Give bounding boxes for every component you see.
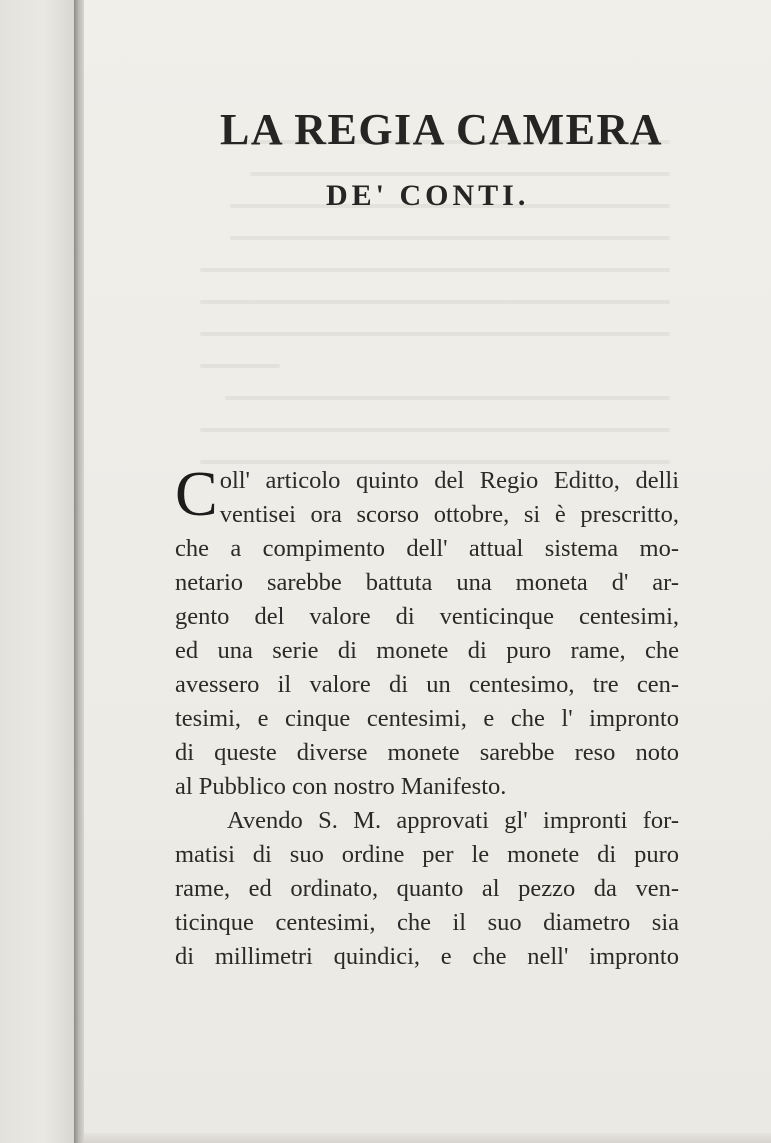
text-line: al Pubblico con nostro Manifesto. [175, 773, 507, 800]
paragraph-2 [175, 804, 679, 974]
text-line: ventisei ora scorso ottobre, si è prescritto, [219, 501, 679, 528]
text-line: netario sarebbe battuta una moneta d' ar- [175, 569, 679, 596]
text-line: rame, ed ordinato, quanto al pezzo da ven- [175, 875, 679, 902]
previous-page-edge [0, 0, 74, 1143]
drop-capital: C [175, 458, 218, 529]
text-line: oll' articolo quinto del Regio Editto, delli [219, 467, 679, 494]
page-bottom-edge [84, 1133, 771, 1143]
text-line: ed una serie di monete di puro rame, che [175, 637, 679, 664]
text-line: Avendo S. M. approvati gl' impronti for- [227, 807, 679, 834]
text-line: tesimi, e cinque centesimi, e che l' impronto [175, 705, 679, 732]
text-line: di queste diverse monete sarebbe reso noto [175, 739, 679, 766]
book-gutter [74, 0, 84, 1143]
text-line: ticinque centesimi, che il suo diametro sia [175, 909, 679, 936]
text-line: avessero il valore di un centesimo, tre cen- [175, 671, 679, 698]
text-line: che a compimento dell' attual sistema mo- [175, 535, 679, 562]
paragraph-1 [175, 458, 679, 804]
document-body [175, 458, 679, 974]
text-line: gento del valore di venticinque centesimi, [175, 603, 679, 630]
document-title: LA REGIA CAMERA [220, 105, 663, 154]
text-line: matisi di suo ordine per le monete di puro [175, 841, 679, 868]
text-line: di millimetri quindici, e che nell' impronto [175, 943, 679, 970]
document-subtitle: DE' CONTI. [326, 179, 530, 212]
